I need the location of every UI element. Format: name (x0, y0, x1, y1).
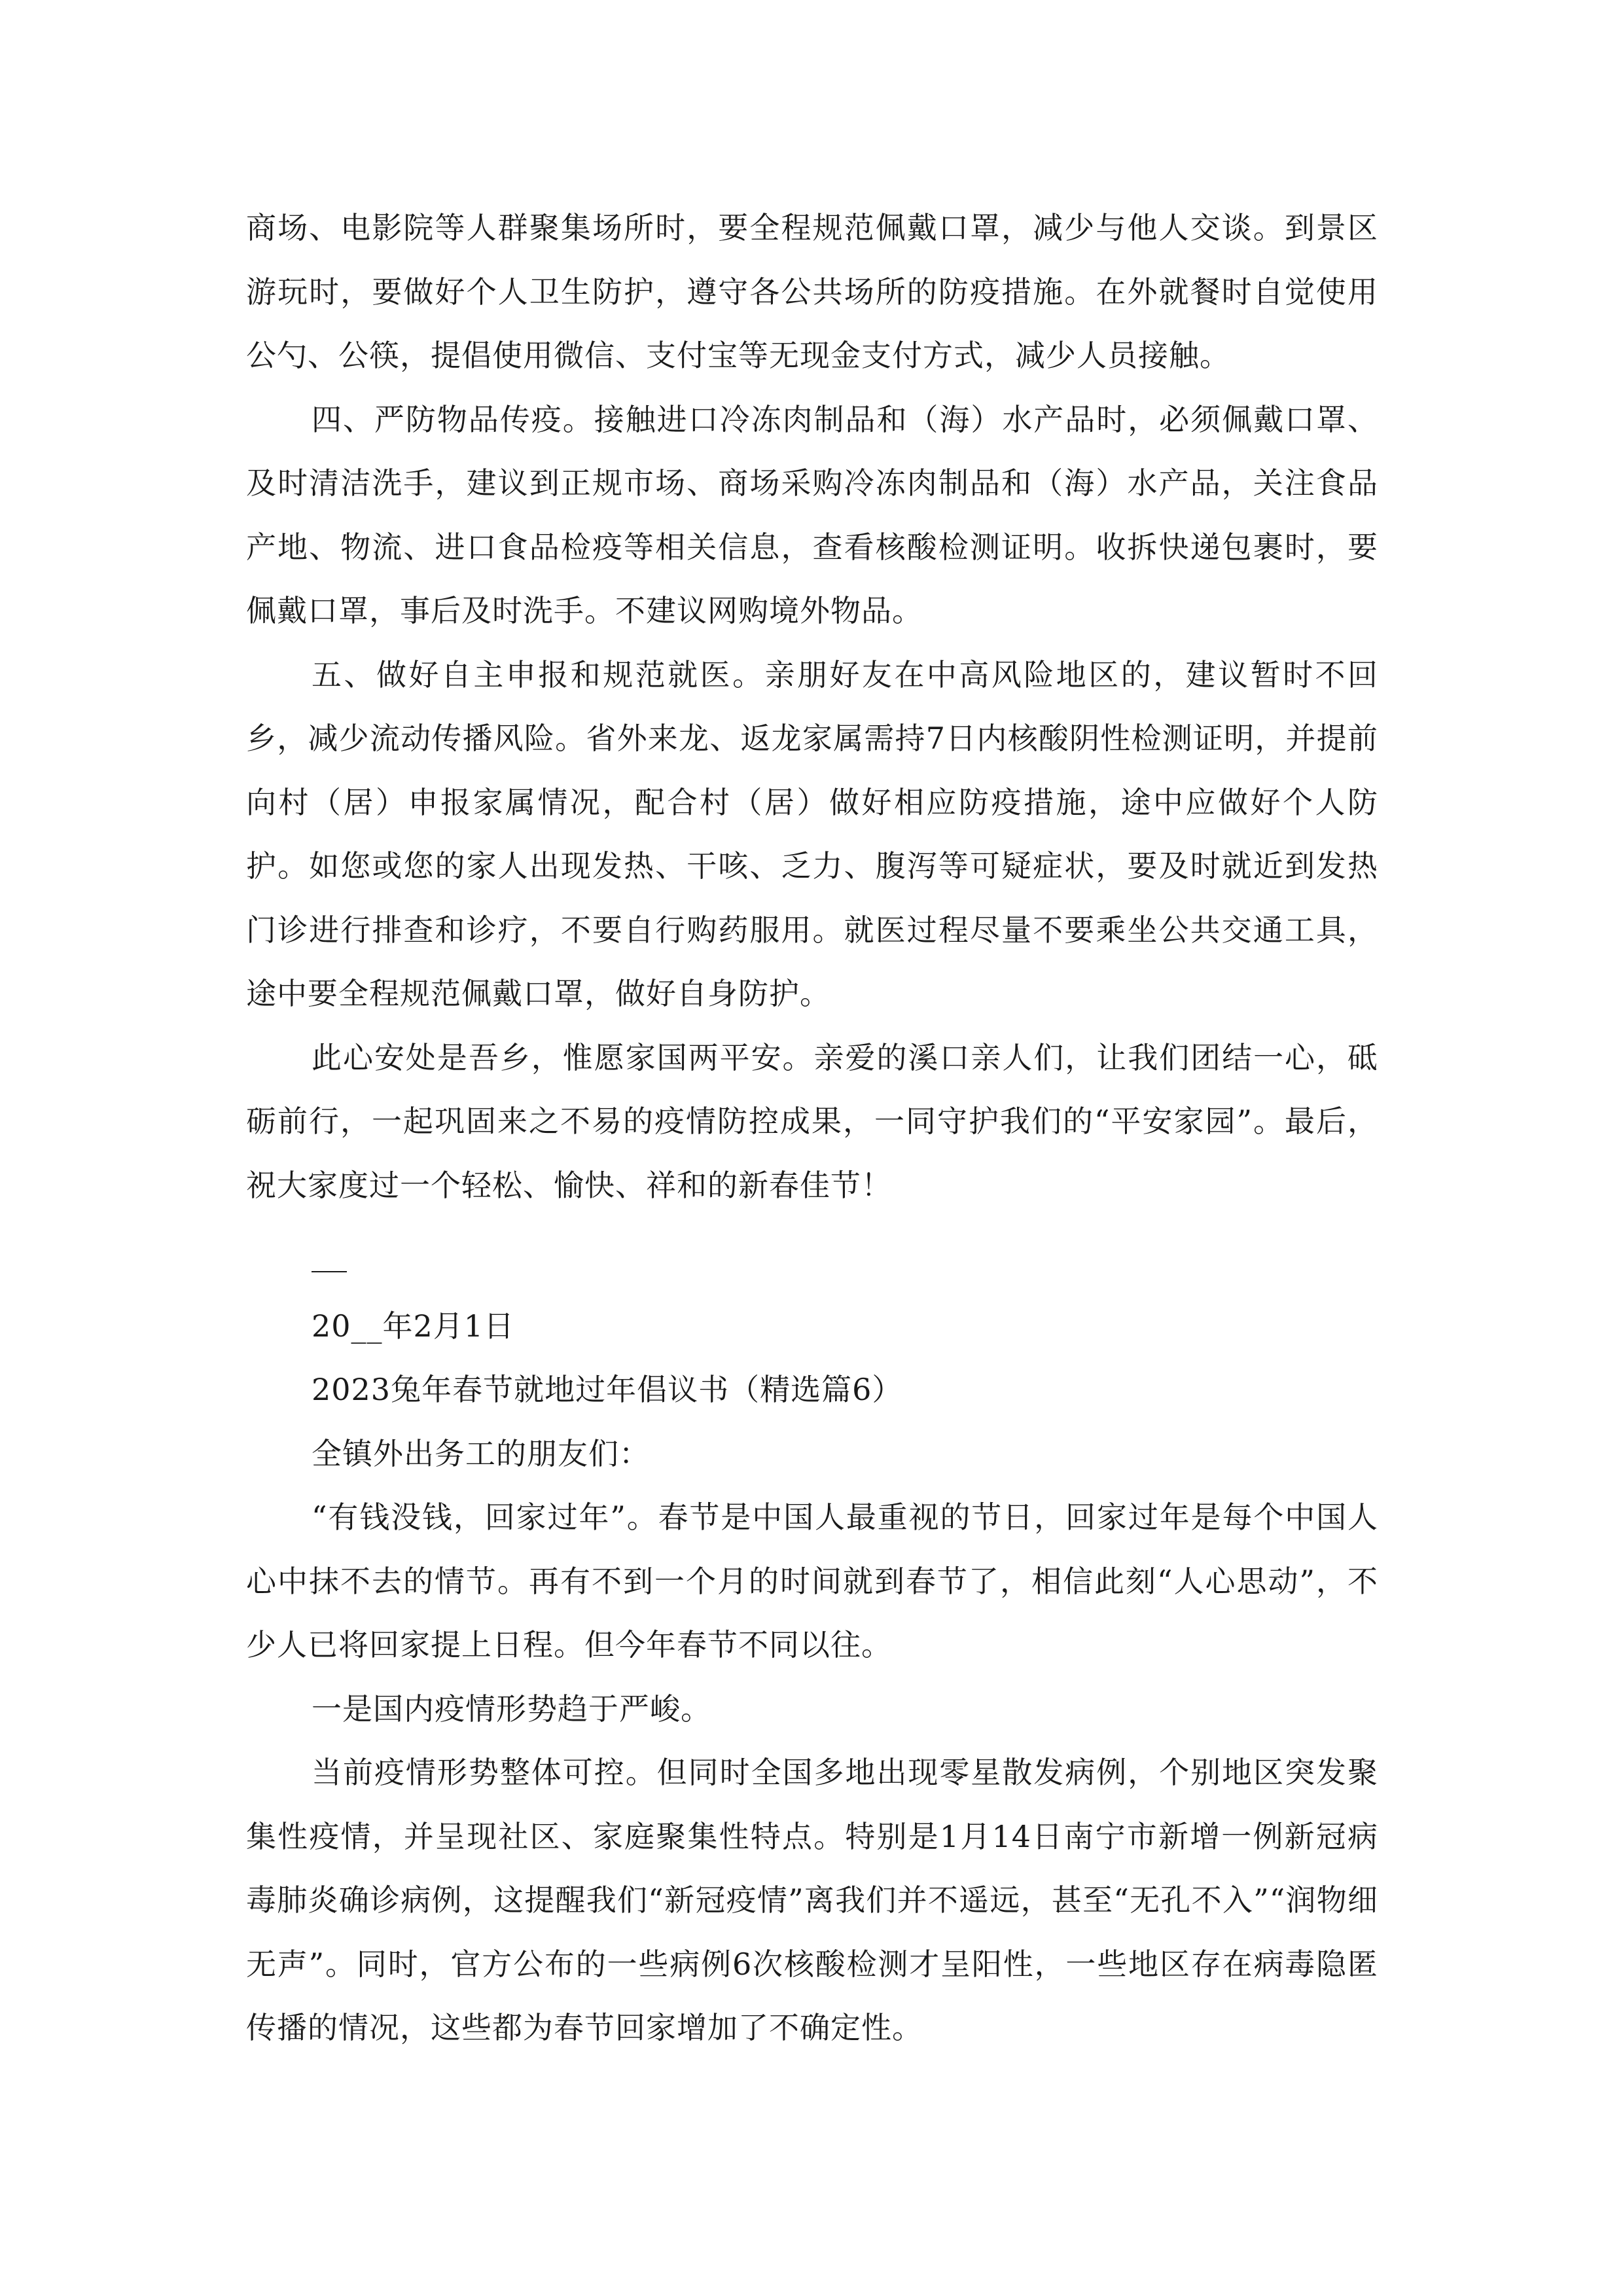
paragraph-item-five: 五、做好自主申报和规范就医。亲朋好友在中高风险地区的，建议暂时不回乡，减少流动传播风险。省外来龙、返龙家属需持7日内核酸阴性检测证明，并提前向村（居）申报家属情况，配合村（居）做好相应防疫措施，途中应做好个人防护。如您或您的家人出现发热、干咳、乏力、腹泻等可疑症状，要及时就近到发热门诊进行排查和诊疗，不要自行购药服用。就医过程尽量不要乘坐公共交通工具，途中要全程规范佩戴口罩，做好自身防护。 (246, 656, 1378, 1011)
section-title: 2023兔年春节就地过年倡议书（精选篇6） (312, 1372, 903, 1407)
paragraph-item-four: 四、严防物品传疫。接触进口冷冻肉制品和（海）水产品时，必须佩戴口罩、及时清洁洗手，建议到正规市场、商场采购冷冻肉制品和（海）水产品，关注食品产地、物流、进口食品检疫等相关信息，查看核酸检测证明。收拆快递包裹时，要佩戴口罩，事后及时洗手。不建议网购境外物品。 (246, 401, 1378, 628)
date-line: 20__年2月1日 (312, 1308, 515, 1344)
signature-dash (246, 1230, 1378, 1295)
paragraph-situation: 当前疫情形势整体可控。但同时全国多地出现零星散发病例，个别地区突发聚集性疫情，并呈现社区、家庭聚集性特点。特别是1月14日南宁市新增一例新冠病毒肺炎确诊病例，这提醒我们“新冠疫情”离我们并不遥远，甚至“无孔不入”“润物细无声”。同时，官方公布的一些病例6次核酸检测才呈阳性，一些地区存在病毒隐匿传播的情况，这些都为春节回家增加了不确定性。 (246, 1755, 1378, 2045)
dash-rule (312, 1271, 347, 1272)
salutation: 全镇外出务工的朋友们： (312, 1435, 650, 1471)
paragraph-closing: 此心安处是吾乡，惟愿家国两平安。亲爱的溪口亲人们，让我们团结一心，砥砺前行，一起巩固来之不易的疫情防控成果，一同守护我们的“平安家园”。最后，祝大家度过一个轻松、愉快、祥和的新春佳节！ (246, 1039, 1378, 1203)
document-body (246, 196, 1378, 2060)
paragraph-point-one: 一是国内疫情形势趋于严峻。 (312, 1691, 711, 1727)
paragraph-public-places: 商场、电影院等人群聚集场所时，要全程规范佩戴口罩，减少与他人交谈。到景区游玩时，要做好个人卫生防护，遵守各公共场所的防疫措施。在外就餐时自觉使用公勺、公筷，提倡使用微信、支付宝等无现金支付方式，减少人员接触。 (246, 210, 1378, 373)
paragraph-go-home: “有钱没钱，回家过年”。春节是中国人最重视的节日，回家过年是每个中国人心中抹不去的情节。再有不到一个月的时间就到春节了，相信此刻“人心思动”，不少人已将回家提上日程。但今年春节不同以往。 (246, 1499, 1378, 1662)
